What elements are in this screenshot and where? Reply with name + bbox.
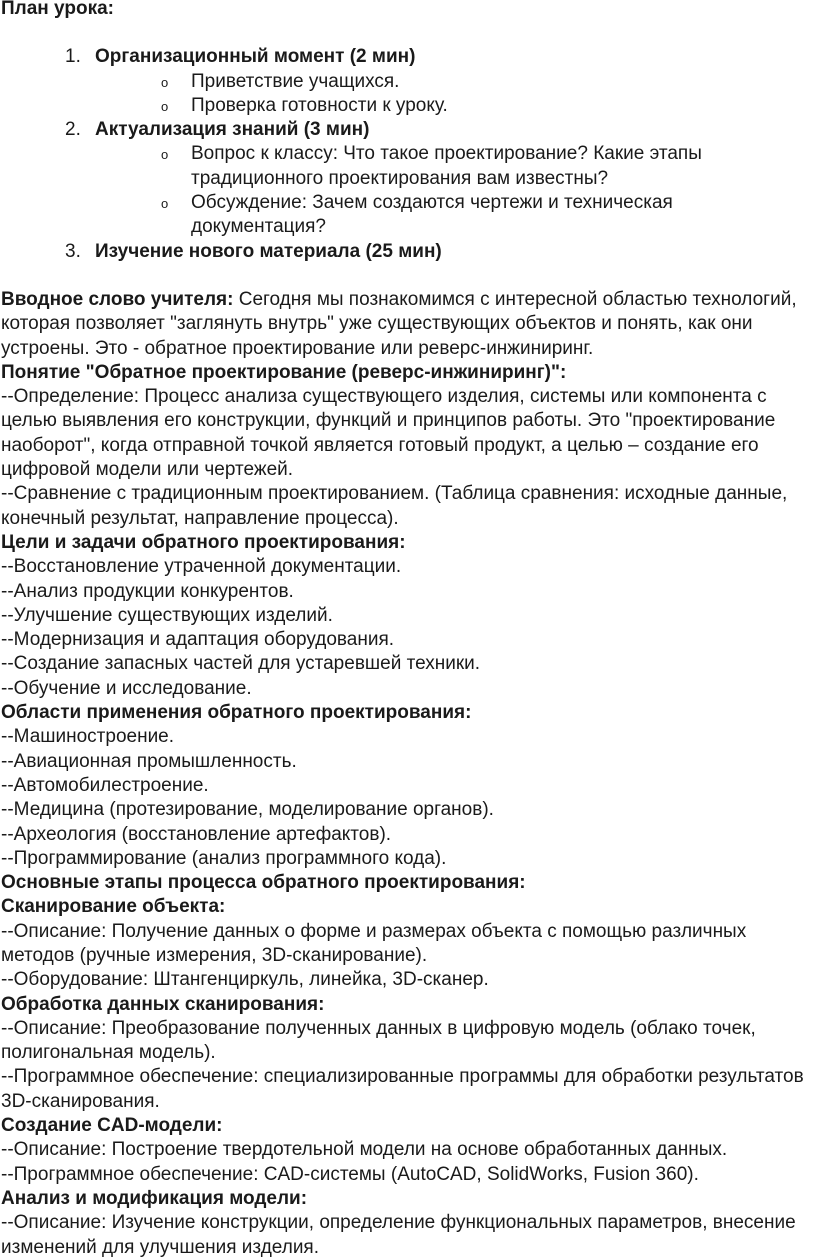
list-item: --Создание запасных частей для устаревшей техники. <box>1 653 481 675</box>
list-item: --Модернизация и адаптация оборудования. <box>1 629 395 651</box>
body-line: --Оборудование: Штангенциркуль, линейка, 3D-сканер. <box>1 969 489 991</box>
list-item: --Обучение и исследование. <box>1 677 252 699</box>
plan-subitems <box>95 142 813 239</box>
body-line: --Программное обеспечение: CAD-системы (AutoCAD, SolidWorks, Fusion 360). <box>1 1163 699 1185</box>
intro-text: Сегодня мы познакомимся с интересной областью технологий, которая позволяет "заглянуть внутрь" уже существующих объектов и понять, как они устроены. Это - обратное проектирование или реверс-инжиниринг. <box>1 288 797 359</box>
stage-heading: Сканирование объекта: <box>1 896 226 918</box>
list-item: --Улучшение существующих изделий. <box>1 604 333 626</box>
list-item: --Автомобилестроение. <box>1 774 209 796</box>
body-line: --Сравнение с традиционным проектированием. (Таблица сравнения: исходные данные, конечный результат, направление процесса). <box>1 483 788 529</box>
plan-item-number: 3. <box>65 240 81 262</box>
list-item: --Археология (восстановление артефактов). <box>1 823 392 845</box>
body-line: --Описание: Изучение конструкции, определение функциональных параметров, внесение изменений для улучшения изделия. <box>1 1212 796 1258</box>
plan-subitem-text: Приветствие учащихся. <box>191 70 400 92</box>
plan-item-title: Актуализация знаний (3 мин) <box>95 119 370 141</box>
document <box>1 0 813 1260</box>
circle-bullet-icon: o <box>161 98 169 114</box>
intro-label: Вводное слово учителя: <box>1 288 234 310</box>
plan-item-title: Изучение нового материала (25 мин) <box>95 240 442 262</box>
body-line: --Программное обеспечение: специализированные программы для обработки результатов 3D-сканирования. <box>1 1066 804 1112</box>
plan-item-number: 1. <box>65 46 81 68</box>
section-heading: Основные этапы процесса обратного проектирования: <box>1 872 526 894</box>
section-heading: Цели и задачи обратного проектирования: <box>1 531 406 553</box>
list-item: --Программирование (анализ программного кода). <box>1 847 447 869</box>
section-heading: Области применения обратного проектирования: <box>1 702 472 724</box>
plan-subitem <box>161 70 813 94</box>
plan-item-title: Организационный момент (2 мин) <box>95 46 416 68</box>
plan-subitem-text: Вопрос к классу: Что такое проектирование? Какие этапы традиционного проектирования вам известны? <box>191 143 702 189</box>
plan-title: План урока: <box>1 0 114 19</box>
plan-subitem <box>161 191 813 240</box>
plan-subitem-text: Проверка готовности к уроку. <box>191 94 448 116</box>
plan-item <box>65 45 813 118</box>
circle-bullet-icon: o <box>161 74 169 90</box>
plan-subitem <box>161 94 813 118</box>
list-item: --Восстановление утраченной документации. <box>1 556 402 578</box>
body-line: --Описание: Получение данных о форме и размерах объекта с помощью различных методов (ручные измерения, 3D-сканирование). <box>1 920 747 966</box>
plan-list <box>1 45 813 264</box>
body-line: --Определение: Процесс анализа существующего изделия, системы или компонента с целью выявления его конструкции, функций и принципов работы. Это "проектирование наоборот", когда отправной точкой является готовый продукт, а целью – создание его цифровой модели или чертежей. <box>1 386 776 481</box>
intro-paragraph <box>1 288 813 361</box>
plan-item <box>65 118 813 239</box>
list-item: --Анализ продукции конкурентов. <box>1 580 294 602</box>
plan-item <box>65 240 813 264</box>
body-line: --Описание: Преобразование полученных данных в цифровую модель (облако точек, полигональная модель). <box>1 1017 756 1064</box>
plan-item-number: 2. <box>65 119 81 141</box>
plan-subitems <box>95 70 813 119</box>
stage-heading: Создание CAD-модели: <box>1 1115 223 1137</box>
list-item: --Медицина (протезирование, моделирование органов). <box>1 799 494 821</box>
stage-heading: Анализ и модификация модели: <box>1 1187 308 1209</box>
stage-heading: Обработка данных сканирования: <box>1 993 325 1015</box>
list-item: --Авиационная промышленность. <box>1 750 297 772</box>
plan-subitem-text: Обсуждение: Зачем создаются чертежи и техническая документация? <box>191 192 673 238</box>
plan-subitem <box>161 142 813 191</box>
section-heading: Понятие "Обратное проектирование (реверс-инжиниринг)": <box>1 361 567 383</box>
body-line: --Описание: Построение твердотельной модели на основе обработанных данных. <box>1 1139 728 1161</box>
list-item: --Машиностроение. <box>1 726 175 748</box>
circle-bullet-icon: o <box>161 147 169 163</box>
circle-bullet-icon: o <box>161 196 169 212</box>
